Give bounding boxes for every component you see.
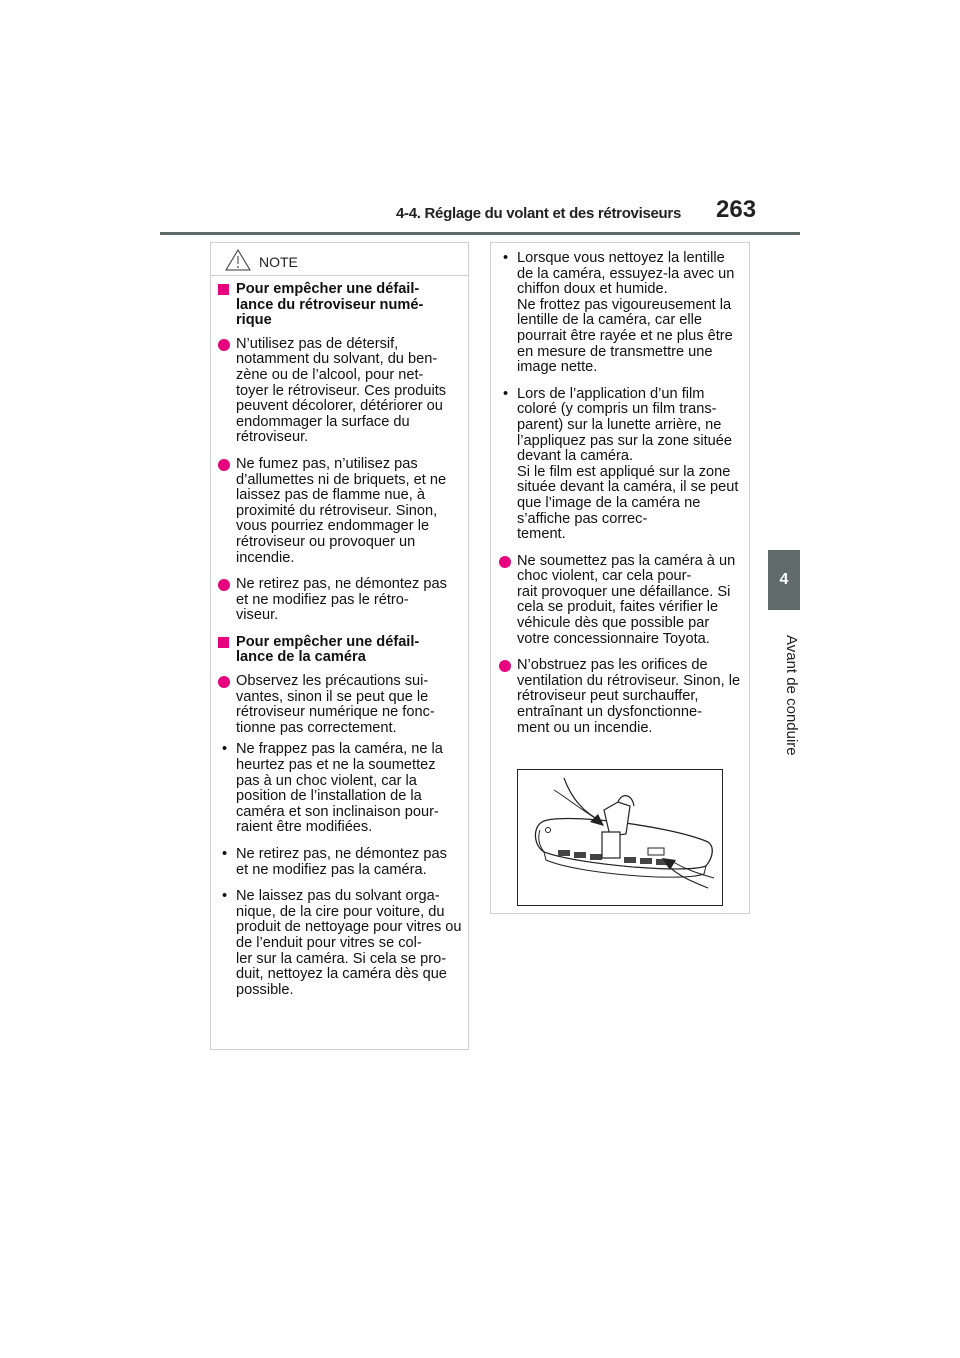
page-number: 263: [716, 196, 757, 223]
sub-list-item: • Lors de l’application d’un film coloré (y compris un film trans- parent) sur la lunette arrière, ne l’appliquez pas sur la zone située devant la caméra. Si le film est appliqué sur la zone située devant la caméra, il se peut que l’image de la caméra ne s’affiche pas correc- tement.: [503, 385, 739, 543]
warning-triangle-icon: [225, 249, 251, 271]
circle-bullet-icon: [218, 339, 230, 351]
list-item: N’obstruez pas les orifices de ventilation du rétroviseur. Sinon, le rétroviseur peut surchauffer, entraînant un dysfonctionne- ment ou un incendie.: [499, 658, 743, 736]
header-divider: [160, 232, 800, 235]
heading-camera: Pour empêcher une défail- lance de la caméra: [218, 635, 462, 666]
list-item: N’utilisez pas de détersif, notamment du solvant, du ben- zène ou de l’alcool, pour net- toyer le rétroviseur. Ces produits peuvent décolorer, détériorer ou endommager la surface du rétroviseur.: [218, 337, 462, 446]
sub-list-item: • Lorsque vous nettoyez la lentille de la caméra, essuyez-la avec un chiffon doux et humide. Ne frottez pas vigoureusement la lentille de la caméra, car elle pourrait être rayée et ne plus être en mesure de transmettre une image nette.: [503, 250, 735, 376]
circle-bullet-icon: [499, 556, 511, 568]
chapter-tab[interactable]: [768, 550, 800, 610]
circle-bullet-icon: [218, 579, 230, 591]
chapter-label: Avant de conduire: [783, 634, 800, 756]
list-item: Observez les précautions sui- vantes, sinon il se peut que le rétroviseur numérique ne fonc- tionne pas correctement.: [218, 674, 462, 736]
note-box-left: [210, 242, 469, 1050]
rearview-mirror-drawing: [518, 770, 722, 905]
sub-list-item: • Ne frappez pas la caméra, ne la heurtez pas et ne la soumettez pas à un choc violent, car la position de l’installation de la caméra et son inclinaison pour- raient être modifiées.: [222, 741, 443, 836]
list-item: Ne fumez pas, n’utilisez pas d’allumettes ni de briquets, et ne laissez pas de flamme nue, à proximité du rétroviseur. Sinon, vous pourriez endommager le rétroviseur ou provoquer un incendie.: [218, 457, 462, 566]
square-bullet-icon: [218, 637, 229, 648]
circle-bullet-icon: [218, 459, 230, 471]
section-title: 4-4. Réglage du volant et des rétroviseurs: [396, 205, 681, 222]
sub-list-item: • Ne retirez pas, ne démontez pas et ne modifiez pas la caméra.: [222, 846, 447, 878]
sub-list-item: • Ne laissez pas du solvant orga- nique, de la cire pour voiture, du produit de nettoyage pour vitres ou de l’enduit pour vitres se col- ler sur la caméra. Si cela se pro- duit, nettoyez la caméra dès que possible.: [222, 888, 462, 998]
heading-mirror: Pour empêcher une défail- lance du rétroviseur numé- rique: [218, 282, 462, 329]
square-bullet-icon: [218, 284, 229, 295]
chapter-number: 4: [779, 571, 789, 588]
note-label: NOTE: [259, 254, 298, 270]
note-header: [211, 243, 468, 276]
list-item: Ne retirez pas, ne démontez pas et ne modifiez pas le rétro- viseur.: [218, 577, 462, 624]
circle-bullet-icon: [218, 676, 230, 688]
mirror-illustration: [517, 769, 723, 906]
list-item: Ne soumettez pas la caméra à un choc violent, car cela pour- rait provoquer une défaillance. Si cela se produit, faites vérifier le véhicule dès que possible par votre concessionnaire Toyota.: [499, 554, 743, 648]
circle-bullet-icon: [499, 660, 511, 672]
